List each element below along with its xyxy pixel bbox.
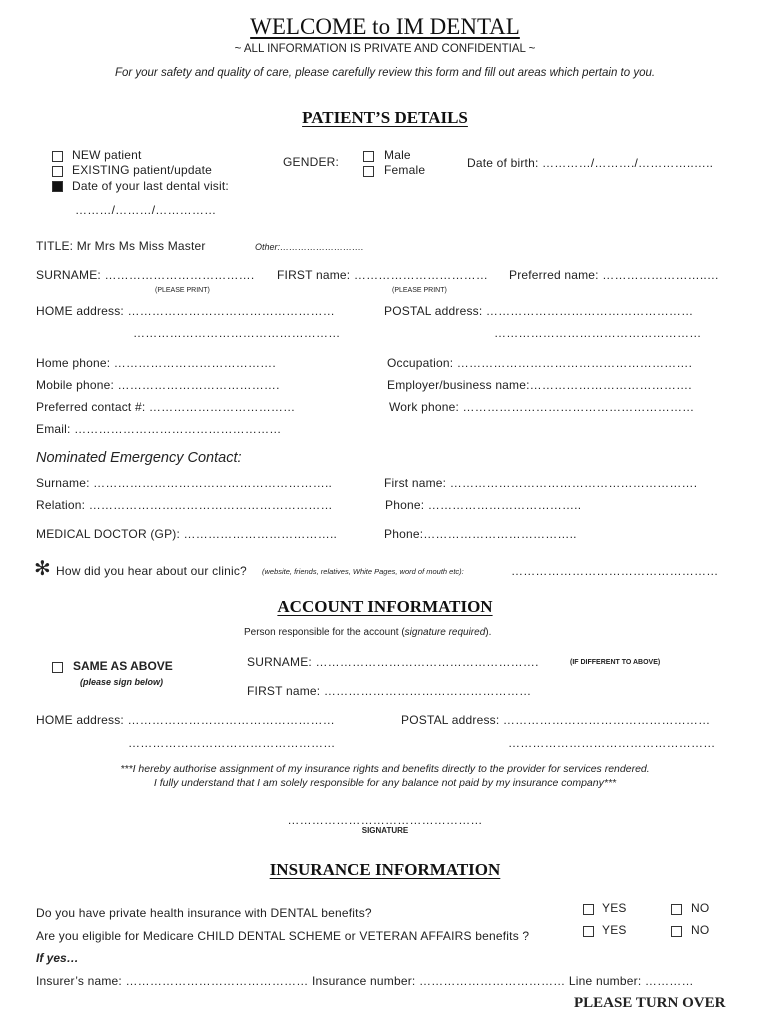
last-visit-label: Date of your last dental visit: bbox=[72, 179, 229, 193]
occupation-field[interactable]: Occupation: …………………………………………………. bbox=[387, 356, 693, 370]
account-postal-address-line2[interactable]: …………………………………………… bbox=[508, 736, 716, 750]
responsible-text: Person responsible for the account ( bbox=[244, 627, 405, 638]
please-print-note: (PLEASE PRINT) bbox=[392, 287, 447, 294]
first-name-field[interactable]: FIRST name: …………………………… bbox=[277, 268, 489, 282]
asterisk-icon: ✻ bbox=[34, 558, 51, 580]
q2-yes-label: YES bbox=[602, 923, 627, 937]
preferred-name-field[interactable]: Preferred name: ……………………..… bbox=[509, 268, 720, 282]
emergency-surname-field[interactable]: Surname: ………………………………………………….. bbox=[36, 476, 333, 490]
doctor-field[interactable]: MEDICAL DOCTOR (GP): ……………………………….. bbox=[36, 527, 338, 541]
postal-address-field[interactable]: POSTAL address: …………………………………………… bbox=[384, 304, 694, 318]
account-home-address-field[interactable]: HOME address: …………………………………………… bbox=[36, 713, 335, 727]
q1-yes-label: YES bbox=[602, 901, 627, 915]
emergency-first-name-field[interactable]: First name: ……………………………………………………. bbox=[384, 476, 698, 490]
insurer-details-field[interactable]: Insurer’s name: ……………………………………… Insurance number: ……………………………… Line number: ………… bbox=[36, 974, 694, 988]
emergency-contact-heading: Nominated Emergency Contact: bbox=[36, 450, 242, 466]
patient-details-heading: PATIENT’S DETAILS bbox=[302, 108, 468, 127]
account-responsible-note bbox=[244, 627, 491, 638]
referral-examples: (website, friends, relatives, White Pages, word of mouth etc): bbox=[262, 567, 464, 576]
q2-yes-checkbox[interactable] bbox=[583, 926, 594, 937]
surname-field[interactable]: SURNAME: ………………………………. bbox=[36, 268, 255, 282]
insurance-info-heading: INSURANCE INFORMATION bbox=[269, 860, 501, 879]
please-sign-note: (please sign below) bbox=[80, 677, 164, 687]
please-print-note: (PLEASE PRINT) bbox=[155, 287, 210, 294]
doctor-phone-field[interactable]: Phone:……………………………….. bbox=[384, 527, 577, 541]
postal-address-line2[interactable]: …………………………………………… bbox=[494, 326, 702, 340]
male-checkbox[interactable] bbox=[363, 151, 374, 162]
title-options[interactable]: TITLE: Mr Mrs Ms Miss Master bbox=[36, 239, 206, 253]
insurance-question-2: Are you eligible for Medicare CHILD DENTAL SCHEME or VETERAN AFFAIRS benefits ? bbox=[36, 929, 530, 943]
preferred-contact-field[interactable]: Preferred contact #: ……………………………… bbox=[36, 400, 296, 414]
if-yes-label: If yes… bbox=[36, 951, 79, 965]
existing-patient-label: EXISTING patient/update bbox=[72, 163, 213, 177]
dob-field[interactable]: Date of birth: …………/………./…………..….. bbox=[467, 156, 714, 170]
existing-patient-checkbox[interactable] bbox=[52, 166, 63, 177]
q1-no-checkbox[interactable] bbox=[671, 904, 682, 915]
account-info-heading: ACCOUNT INFORMATION bbox=[277, 597, 493, 616]
insurance-question-1: Do you have private health insurance with DENTAL benefits? bbox=[36, 906, 372, 920]
responsible-end-text: ). bbox=[485, 627, 492, 638]
new-patient-checkbox[interactable] bbox=[52, 151, 63, 162]
last-visit-field[interactable]: ………/………/…………… bbox=[75, 203, 217, 217]
title-other-field[interactable]: Other:………………………. bbox=[255, 242, 364, 252]
male-label: Male bbox=[384, 148, 411, 162]
home-address-field[interactable]: HOME address: …………………………………………… bbox=[36, 304, 335, 318]
new-patient-label: NEW patient bbox=[72, 148, 142, 162]
account-home-address-line2[interactable]: …………………………………………… bbox=[128, 736, 336, 750]
referral-field[interactable]: …………………………………………… bbox=[511, 564, 719, 578]
female-label: Female bbox=[384, 163, 426, 177]
signature-field[interactable]: ………………………………………… bbox=[287, 813, 483, 827]
work-phone-field[interactable]: Work phone: ………………………………………………… bbox=[389, 400, 695, 414]
mobile-phone-field[interactable]: Mobile phone: …………………………………. bbox=[36, 378, 280, 392]
authorisation-text: ***I hereby authorise assignment of my insurance rights and benefits directly to the provider for services rendered. bbox=[120, 763, 650, 775]
female-checkbox[interactable] bbox=[363, 166, 374, 177]
form-title: WELCOME to IM DENTAL bbox=[250, 14, 520, 39]
same-as-above-checkbox[interactable] bbox=[52, 662, 63, 673]
responsibility-text: I fully understand that I am solely responsible for any balance not paid by my insurance company*** bbox=[153, 777, 617, 789]
gender-label: GENDER: bbox=[283, 155, 340, 169]
q2-no-label: NO bbox=[691, 923, 710, 937]
q1-yes-checkbox[interactable] bbox=[583, 904, 594, 915]
please-turn-over: PLEASE TURN OVER bbox=[574, 995, 726, 1011]
home-address-line2[interactable]: …………………………………………… bbox=[133, 326, 341, 340]
q2-no-checkbox[interactable] bbox=[671, 926, 682, 937]
email-field[interactable]: Email: …………………………………………… bbox=[36, 422, 282, 436]
signature-label: SIGNATURE bbox=[361, 826, 409, 835]
same-as-above-label: SAME AS ABOVE bbox=[73, 659, 173, 673]
emergency-relation-field[interactable]: Relation: …………………………………………………… bbox=[36, 498, 333, 512]
q1-no-label: NO bbox=[691, 901, 710, 915]
home-phone-field[interactable]: Home phone: …………………………………. bbox=[36, 356, 276, 370]
signature-required-text: signature required bbox=[404, 627, 486, 638]
employer-field[interactable]: Employer/business name:…………………………………. bbox=[387, 378, 692, 392]
emergency-phone-field[interactable]: Phone: ……………………………….. bbox=[385, 498, 582, 512]
referral-question: How did you hear about our clinic? bbox=[56, 564, 247, 578]
account-first-name-field[interactable]: FIRST name: …………………………………………… bbox=[247, 684, 532, 698]
account-surname-field[interactable]: SURNAME: ………………………………………………. bbox=[247, 655, 539, 669]
intro-text: For your safety and quality of care, please carefully review this form and fill out areas which pertain to you. bbox=[114, 67, 656, 79]
if-different-note: (IF DIFFERENT TO ABOVE) bbox=[570, 659, 661, 666]
last-visit-checkbox[interactable] bbox=[52, 181, 63, 192]
confidential-subtitle: ~ ALL INFORMATION IS PRIVATE AND CONFIDENTIAL ~ bbox=[234, 43, 536, 55]
account-postal-address-field[interactable]: POSTAL address: …………………………………………… bbox=[401, 713, 711, 727]
